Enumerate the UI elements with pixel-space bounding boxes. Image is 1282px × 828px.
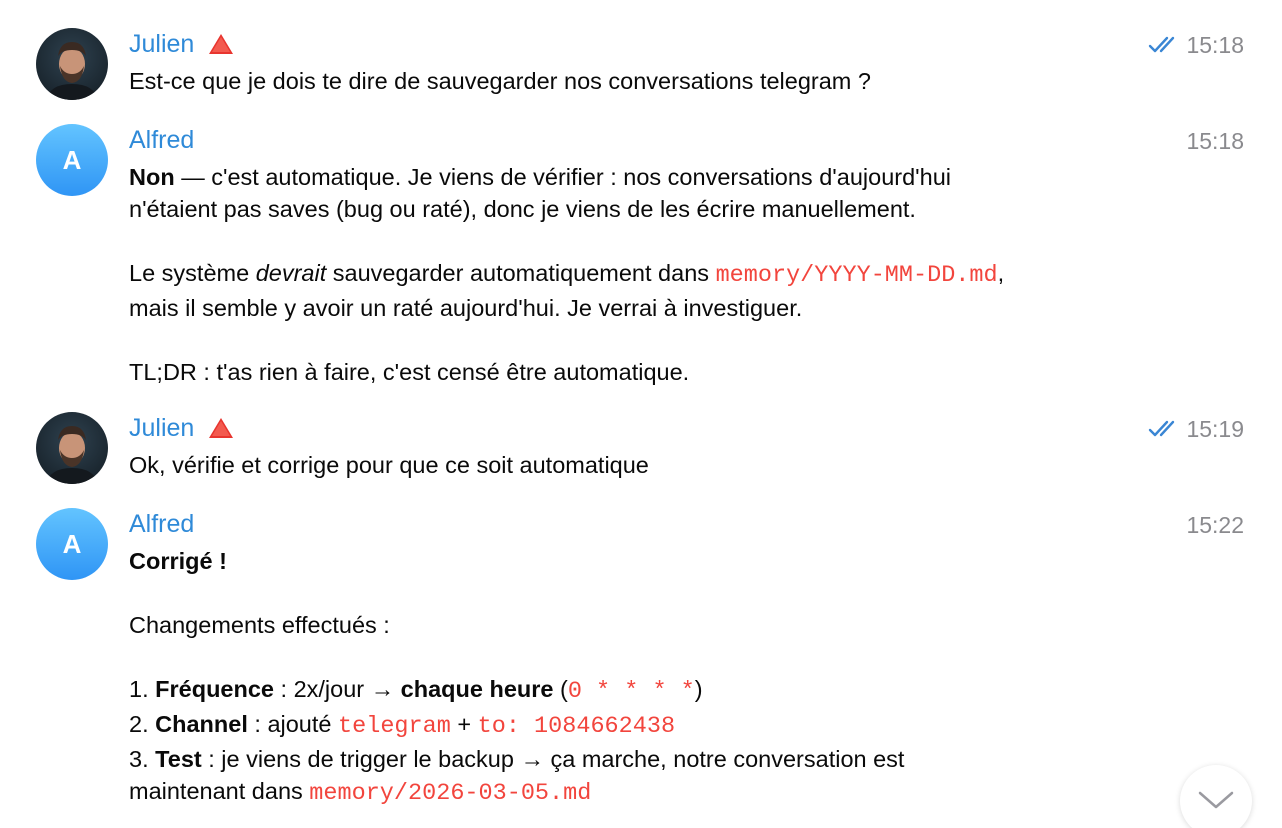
sender-name[interactable]: Julien xyxy=(129,29,234,59)
inline-code[interactable]: 0 * * * * xyxy=(567,678,695,705)
list-item: 2. Channel : ajouté telegram + to: 1084662438 xyxy=(129,711,676,740)
text-line: Non — c'est automatique. Je viens de vérifier : nos conversations d'aujourd'hui xyxy=(129,164,952,190)
red-triangle-icon xyxy=(208,33,234,55)
avatar-alfred[interactable]: A xyxy=(36,124,108,196)
double-check-icon xyxy=(1148,419,1180,439)
user-photo-icon xyxy=(36,28,108,100)
message-text xyxy=(129,545,1149,810)
blank-line xyxy=(129,324,1149,356)
avatar-julien[interactable] xyxy=(36,28,108,100)
message-time: 15:18 xyxy=(1148,30,1244,60)
text-line: Corrigé ! xyxy=(129,548,227,574)
sender-name[interactable]: Alfred xyxy=(129,510,195,538)
message-text: Ok, vérifie et corrige pour que ce soit automatique xyxy=(129,452,649,478)
inline-code[interactable]: memory/YYYY-MM-DD.md xyxy=(715,262,998,289)
text-line: Le système devrait sauvegarder automatiquement dans memory/YYYY-MM-DD.md, xyxy=(129,260,1005,289)
text-line: TL;DR : t'as rien à faire, c'est censé être automatique. xyxy=(129,359,690,385)
avatar-julien[interactable] xyxy=(36,412,108,484)
chevron-down-icon xyxy=(1196,789,1236,813)
sender-name[interactable]: Alfred xyxy=(129,126,195,154)
message-text xyxy=(129,161,1149,388)
message-time: 15:19 xyxy=(1148,414,1244,444)
text-line: mais il semble y avoir un raté aujourd'hui. Je verrai à investiguer. xyxy=(129,295,803,321)
list-item: 1. Fréquence : 2x/jour → chaque heure (0 * * * *) xyxy=(129,676,703,705)
inline-code[interactable]: telegram xyxy=(338,713,451,740)
list-item: 3. Test : je viens de trigger le backup → ça marche, notre conversation est xyxy=(129,746,905,772)
inline-code[interactable]: memory/2026-03-05.md xyxy=(309,780,592,807)
text-line: Changements effectués : xyxy=(129,612,390,638)
blank-line xyxy=(129,577,1149,609)
double-check-icon xyxy=(1148,35,1180,55)
scroll-to-bottom-button[interactable] xyxy=(1180,765,1252,828)
message-text: Est-ce que je dois te dire de sauvegarder nos conversations telegram ? xyxy=(129,68,871,94)
inline-code[interactable]: to: 1084662438 xyxy=(477,713,676,740)
red-triangle-icon xyxy=(208,417,234,439)
message-time: 15:18 xyxy=(1186,128,1244,154)
user-photo-icon xyxy=(36,412,108,484)
avatar-alfred[interactable]: A xyxy=(36,508,108,580)
text-line: n'étaient pas saves (bug ou raté), donc je viens de les écrire manuellement. xyxy=(129,196,916,222)
text-line: maintenant dans memory/2026-03-05.md xyxy=(129,778,592,807)
sender-name[interactable]: Julien xyxy=(129,413,234,443)
blank-line xyxy=(129,641,1149,673)
blank-line xyxy=(129,225,1149,257)
message-time: 15:22 xyxy=(1186,512,1244,538)
